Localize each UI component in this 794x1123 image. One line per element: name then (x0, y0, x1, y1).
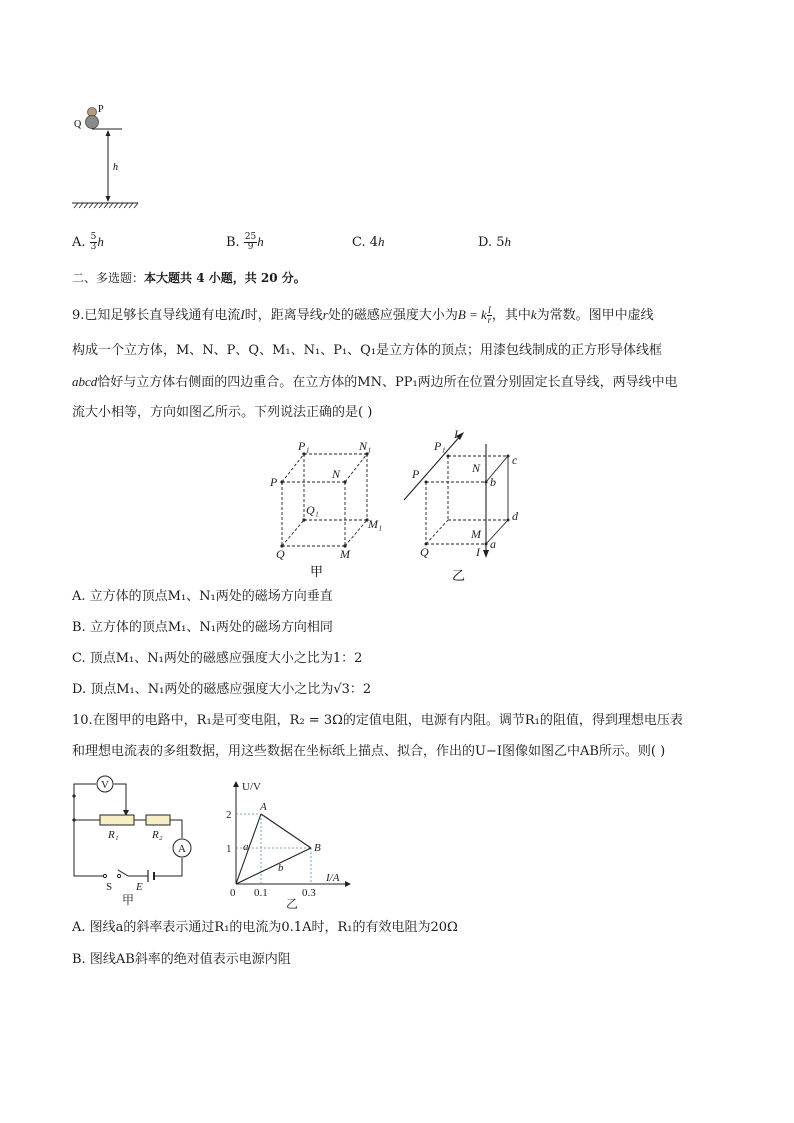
q9-text-d: ，其中 (491, 308, 531, 323)
line-a-label: a (243, 841, 249, 853)
graph-caption: 乙 (286, 897, 299, 910)
q9-formula-lhs: B = k (457, 307, 487, 322)
x-axis-arrow (345, 881, 351, 887)
resistor-r1 (100, 815, 134, 825)
edge-p-p1 (282, 454, 304, 482)
point-a-label: A (260, 801, 267, 813)
q9-option-a[interactable]: A. 立方体的顶点M₁、N₁两处的磁场方向垂直 (72, 589, 333, 604)
emf-label: E (136, 881, 143, 893)
y-tick-2: 2 (226, 809, 232, 821)
fraction-den: 9 (247, 242, 254, 252)
y-axis-arrow (233, 781, 239, 787)
q9-text-a: 9.已知足够长直导线通有电流 (72, 308, 241, 323)
q9-line-4: 流大小相等，方向如图乙所示。下列说法正确的是( ) (72, 405, 373, 420)
fraction-num: 25 (244, 232, 257, 242)
q8-option-c-var: h (378, 234, 385, 249)
vertex-label-p1: P₁ (298, 439, 310, 453)
x-axis-label: I/A (326, 872, 340, 884)
figure-b-caption: 乙 (452, 568, 466, 583)
q8-option-c-coef: 4 (369, 235, 379, 250)
vertex-label-p1: P₁ (434, 439, 446, 453)
section-2-bold: 本大题共 4 小题，共 20 分。 (144, 271, 306, 285)
vertex-label-n: N (472, 461, 481, 475)
section-2-header (72, 269, 306, 287)
q8-option-c[interactable] (352, 233, 385, 252)
q9-line-3-text: 恰好与立方体右侧面的四边重合。在立方体的MN、PP₁两边所在位置分别固定长直导线，两导线中电 (97, 375, 678, 390)
line-ab (261, 814, 311, 848)
cube-figure-a (262, 432, 392, 582)
origin-label: 0 (230, 887, 236, 899)
r1-label: R₁ (108, 829, 119, 841)
q8-option-d-coef: 5 (496, 235, 505, 250)
q8-option-c-letter: C. (352, 235, 366, 250)
height-arrow-head-top (106, 130, 111, 136)
q8-option-b[interactable] (226, 233, 264, 252)
x-tick-03: 0.3 (302, 887, 316, 899)
wire-mn-arrow (483, 550, 489, 558)
wire-left (74, 796, 104, 876)
q9-var-abcd: abcd (72, 374, 98, 389)
switch-s (118, 870, 144, 876)
vertex-label-m: M (471, 527, 481, 541)
q8-option-b-letter: B. (226, 235, 240, 250)
vertex-label-p: P (412, 467, 420, 481)
q10-option-b[interactable]: B. 图线AB斜率的绝对值表示电源内阻 (72, 952, 291, 967)
q9-option-d[interactable]: D. 顶点M₁、N₁两处的磁感应强度大小之比为√3：2 (72, 682, 372, 697)
q9-option-b[interactable]: B. 立方体的顶点M₁、N₁两处的磁场方向相同 (72, 620, 333, 635)
ui-graph (220, 778, 360, 910)
vertex-label-m1: M₁ (368, 517, 383, 531)
switch-label: S (106, 881, 113, 893)
q8-option-d-var: h (504, 234, 512, 249)
q9-option-c[interactable]: C. 顶点M₁、N₁两处的磁感应强度大小之比为1：2 (72, 651, 363, 666)
wire-voltmeter-slider (114, 784, 126, 812)
fraction-den: 3 (90, 242, 97, 252)
line-b-label: b (278, 862, 284, 874)
battery (148, 870, 154, 882)
vertex-label-p: P (270, 475, 278, 489)
label-q: Q (74, 119, 82, 130)
vertex-label-n: N (332, 467, 341, 481)
q9-text-e: 为常数。图甲中虚线 (536, 308, 654, 323)
vertex-label-m: M (340, 547, 350, 561)
y-tick-1: 1 (226, 843, 232, 855)
loop-label-a: a (490, 537, 496, 551)
edge-m-m1 (345, 520, 367, 546)
q10-line-2: 和理想电流表的多组数据，用这些数据在坐标纸上描点、拟合，作出的U−I图像如图乙中AB所示。则( ) (72, 744, 666, 759)
fraction-den: r (487, 315, 492, 325)
fraction-num: 5 (90, 232, 97, 242)
q9-var-k: k (530, 307, 537, 322)
point-b-label: B (314, 842, 321, 854)
cube-figure-b (398, 424, 533, 584)
q8-option-a-var: h (97, 234, 104, 249)
q9-line-3 (72, 373, 678, 392)
current-label-top: I (454, 427, 458, 441)
vertex-label-q1: Q₁ (306, 503, 319, 517)
ammeter-label: A (178, 843, 186, 855)
edge-n-n1 (345, 454, 367, 482)
vertex-label-q: Q (276, 547, 285, 561)
label-h: h (113, 162, 118, 173)
q9-var-r: r (322, 307, 328, 322)
q8-option-b-var: h (257, 234, 264, 249)
vertex-label-q: Q (420, 545, 429, 559)
height-arrow-head-bottom (106, 196, 111, 202)
wire-bottom-right (158, 858, 182, 876)
label-p: P (98, 104, 104, 115)
figure-a-caption: 甲 (310, 564, 324, 579)
loop-label-c: c (512, 453, 518, 467)
current-label-bottom: I (476, 545, 480, 559)
fraction-num: I (487, 305, 491, 315)
r2-label: R₂ (152, 829, 163, 841)
vertex-label-n1: N₁ (359, 439, 372, 453)
circuit-caption: 甲 (122, 893, 135, 907)
q9-text-c: 处的磁感应强度大小为 (327, 308, 458, 323)
y-axis-label: U/V (242, 781, 261, 793)
q8-option-d-letter: D. (478, 235, 493, 250)
q9-line-1 (72, 306, 654, 325)
ball-q (86, 116, 99, 129)
q8-option-d[interactable] (478, 233, 511, 252)
loop-label-d: d (512, 509, 518, 523)
ground-hatching (74, 203, 138, 208)
resistor-r2 (146, 815, 170, 825)
circuit-figure (66, 772, 206, 912)
q10-line-1: 10.在图甲的电路中，R₁是可变电阻，R₂ = 3Ω的定值电阻，电源有内阻。调节R₁的阻值，得到理想电压表 (72, 713, 683, 728)
q9-var-i: I (240, 307, 245, 322)
q9-text-b: 时，距离导线 (244, 308, 323, 323)
loop-label-b: b (490, 475, 496, 489)
wire-to-voltmeter (74, 784, 96, 796)
q8-option-a[interactable] (72, 233, 104, 252)
ball-drop-figure (68, 100, 148, 212)
q8-option-b-fraction (244, 233, 257, 252)
edge-q-q1 (282, 520, 304, 546)
q8-option-a-letter: A. (72, 235, 86, 250)
x-tick-01: 0.1 (254, 887, 268, 899)
edge-bottom-left (426, 520, 448, 544)
section-2-prefix: 二、多选题： (72, 271, 145, 285)
voltmeter-label: V (101, 779, 109, 791)
q10-option-a[interactable]: A. 图线a的斜率表示通过R₁的电流为0.1A时，R₁的有效电阻为20Ω (72, 920, 458, 935)
q9-line-2: 构成一个立方体，M、N、P、Q、M₁、N₁、P₁、Q₁是立方体的顶点；用漆包线制成的正方形导体线框 (72, 343, 663, 358)
